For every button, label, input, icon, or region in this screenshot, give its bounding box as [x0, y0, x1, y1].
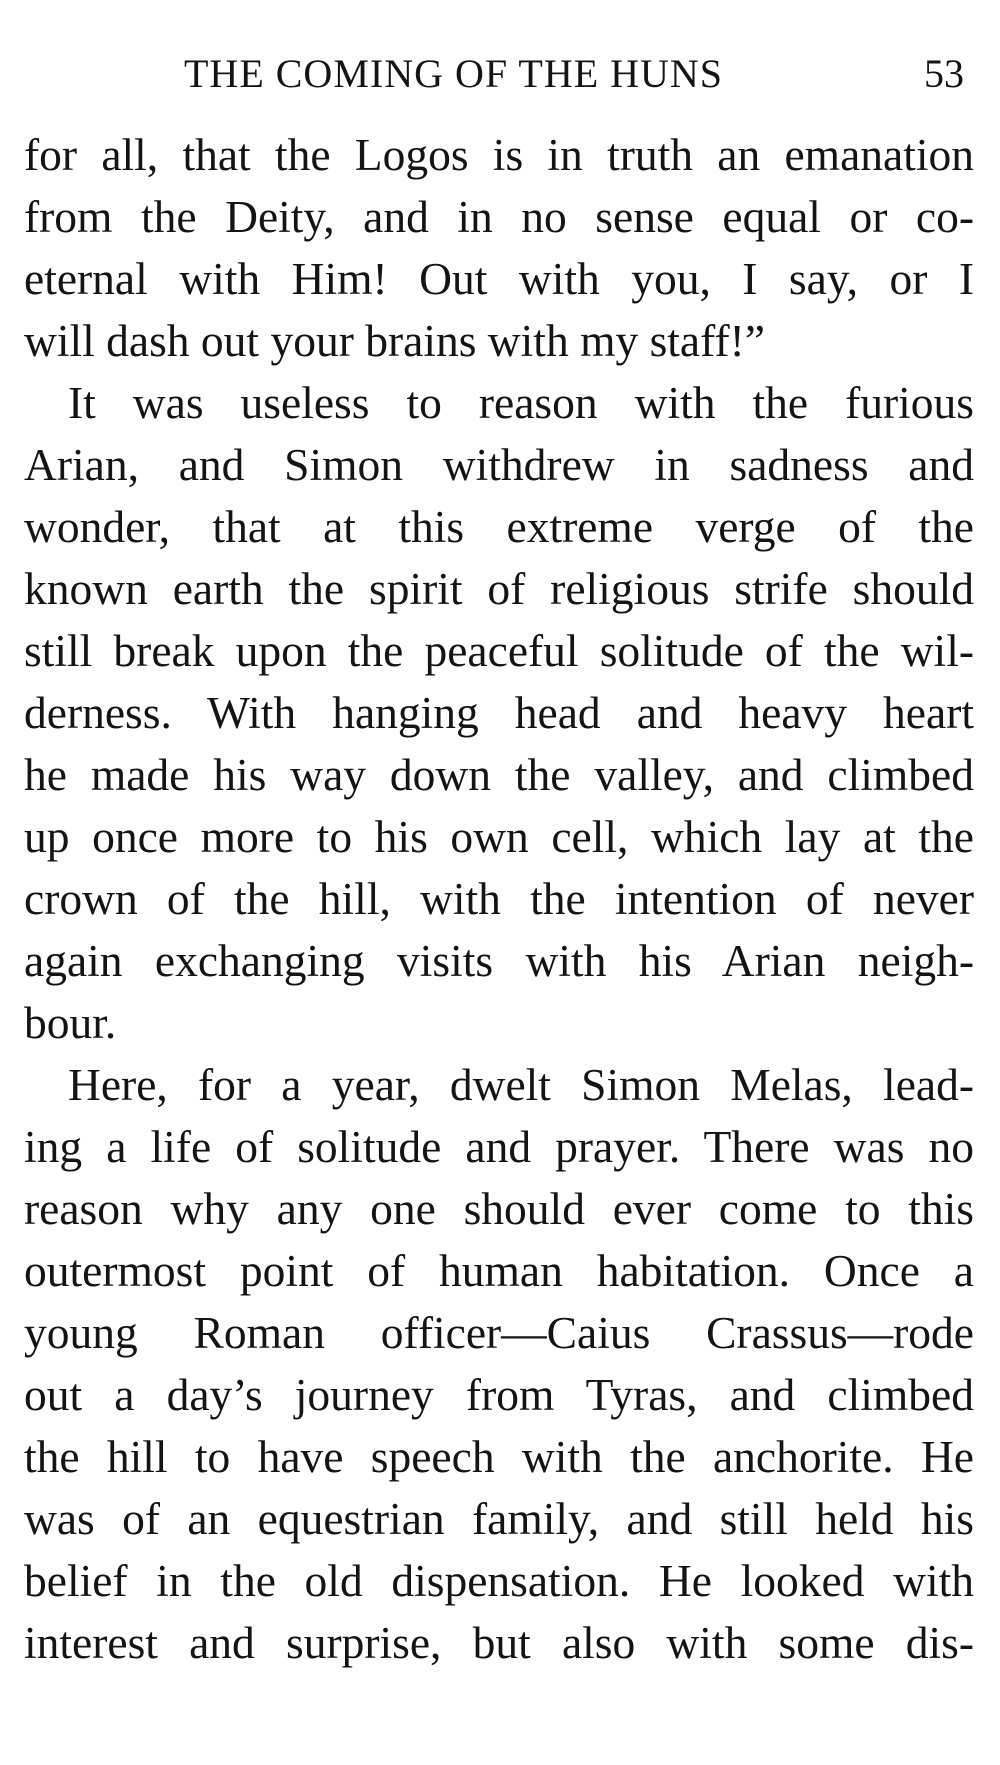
text-line: belief in the old dispensation. He looked with	[24, 1555, 974, 1606]
text-line: was of an equestrian family, and still held his	[24, 1493, 974, 1544]
book-page	[24, 0, 974, 1765]
text-line: eternal with Him! Out with you, I say, or I	[24, 253, 974, 304]
text-line: It was useless to reason with the furious	[68, 377, 974, 428]
text-line: for all, that the Logos is in truth an emanation	[24, 129, 974, 180]
text-line: still break upon the peaceful solitude of the wil-	[24, 625, 974, 676]
text-line: wonder, that at this extreme verge of the	[24, 501, 974, 552]
text-line: will dash out your brains with my staff!”	[24, 315, 765, 366]
text-line: he made his way down the valley, and climbed	[24, 749, 974, 800]
text-line: again exchanging visits with his Arian neigh-	[24, 935, 974, 986]
text-line: Here, for a year, dwelt Simon Melas, lead-	[68, 1059, 974, 1110]
page-number: 53	[924, 51, 964, 96]
text-line: interest and surprise, but also with some dis-	[24, 1617, 974, 1668]
text-line: outermost point of human habitation. Once a	[24, 1245, 974, 1296]
text-line: from the Deity, and in no sense equal or co-	[24, 191, 974, 242]
text-line: reason why any one should ever come to this	[24, 1183, 974, 1234]
text-line: derness. With hanging head and heavy heart	[24, 687, 974, 738]
text-line: ing a life of solitude and prayer. There was no	[24, 1121, 974, 1172]
text-line: the hill to have speech with the anchorite. He	[24, 1431, 974, 1482]
running-head	[24, 50, 974, 100]
text-line: young Roman officer—Caius Crassus—rode	[24, 1307, 974, 1358]
running-title: THE COMING OF THE HUNS	[184, 51, 724, 96]
text-line: up once more to his own cell, which lay at the	[24, 811, 974, 862]
text-line: out a day’s journey from Tyras, and climbed	[24, 1369, 974, 1420]
body-text	[24, 124, 974, 1674]
text-line: crown of the hill, with the intention of never	[24, 873, 974, 924]
text-line: Arian, and Simon withdrew in sadness and	[24, 439, 974, 490]
text-line: bour.	[24, 997, 117, 1048]
text-line: known earth the spirit of religious strife should	[24, 563, 974, 614]
